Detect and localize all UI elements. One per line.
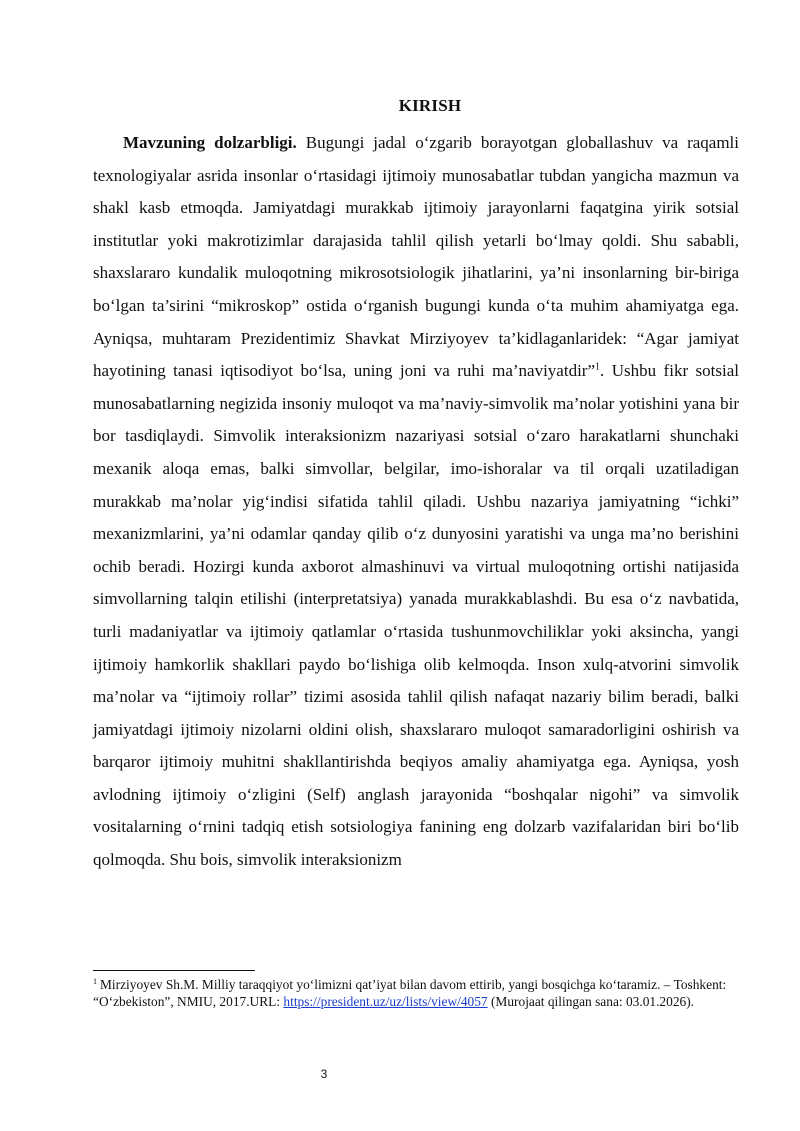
paragraph-text-part1: Bugungi jadal o‘zgarib borayotgan globallashuv va raqamli texnologiyalar asrida insonlar o‘rtasidagi ijtimoiy munosabatlar tubdan yangicha mazmun va shakl kasb etmoqda. Jamiyatdagi murakkab ijtimoiy jarayonlarni faqatgina yirik sotsial institutlar yoki makrotizimlar darajasida tahlil qilish yetarli bo‘lmay qoldi. Shu sababli, shaxslararo kundalik muloqotning mikrosotsiologik jihatlarini, ya’ni insonlarning bir-biriga bo‘lgan ta’sirini “mikroskop” ostida o‘rganish bugungi kunda o‘ta muhim ahamiyatga ega. Ayniqsa, muhtaram Prezidentimiz Shavkat Mirziyoyev ta’kidlaganlaridek: “Agar jamiyat hayotining tanasi iqtisodiyot bo‘lsa, uning joni va ruhi ma’naviyatdir” xyxy=(93,133,739,381)
body-paragraph xyxy=(93,127,739,877)
page-number: 3 xyxy=(320,1067,328,1081)
footnote-link[interactable]: https://president.uz/uz/lists/view/4057 xyxy=(283,994,488,1009)
footnote-reference[interactable]: 1 xyxy=(595,361,601,373)
footnote-mark: 1 xyxy=(93,976,97,986)
section-heading: KIRISH xyxy=(398,96,462,115)
footnote xyxy=(93,976,743,1010)
footnote-separator xyxy=(93,970,255,971)
paragraph-text-part2: . Ushbu fikr sotsial munosabatlarning negizida insoniy muloqot va ma’naviy-simvolik ma’nolar yotishini yana bir bor tasdiqlaydi. Simvolik interaksionizm nazariyasi sotsial o‘zaro harakatlarni shunchaki mexanik aloqa emas, balki simvollar, belgilar, imo-ishoralar va til orqali uzatiladigan murakkab ma’nolar yig‘indisi sifatida tahlil qiladi. Ushbu nazariya jamiyatning “ichki” mexanizmlarini, ya’ni odamlar qanday qilib o‘z dunyosini yaratishi va unga ma’no berishini ochib beradi. Hozirgi kunda axborot almashinuvi va virtual muloqotning ortishi natijasida simvollarning talqin etilishi (interpretatsiya) yanada murakkablashdi. Bu esa o‘z navbatida, turli madaniyatlar va ijtimoiy qatlamlar o‘rtasida tushunmovchiliklar yoki aksincha, yangi ijtimoiy hamkorlik shakllari paydo bo‘lishiga olib kelmoqda. Inson xulq-atvorini simvolik ma’nolar va “ijtimoiy rollar” tizimi asosida tahlil qilish nafaqat nazariy bilim beradi, balki jamiyatdagi ijtimoiy nizolarni oldini olish, shaxslararo muloqot samaradorligini oshirish va barqaror ijtimoiy muhitni shakllantirishda beqiyos amaliy ahamiyatga ega. Ayniqsa, yosh avlodning ijtimoiy o‘zligini (Self) anglash jarayonida “boshqalar nigohi” va simvolik vositalarning o‘rnini tadqiq etish sotsiologiya fanining eng dolzarb vazifalaridan biri bo‘lib qolmoqda. Shu bois, simvolik interaksionizm xyxy=(93,361,740,870)
footnote-text: Mirziyoyev Sh.M. Milliy taraqqiyot yo‘limizni qat’iyat bilan davom ettirib, yangi bosqichga ko‘taramiz. – Toshkent: “O‘zbekiston”, NMIU, 2017.URL: xyxy=(93,977,727,1009)
footnote-text-after: (Murojaat qilingan sana: 03.01.2026). xyxy=(487,994,695,1009)
lead-bold-phrase: Mavzuning dolzarbligi. xyxy=(123,133,297,152)
